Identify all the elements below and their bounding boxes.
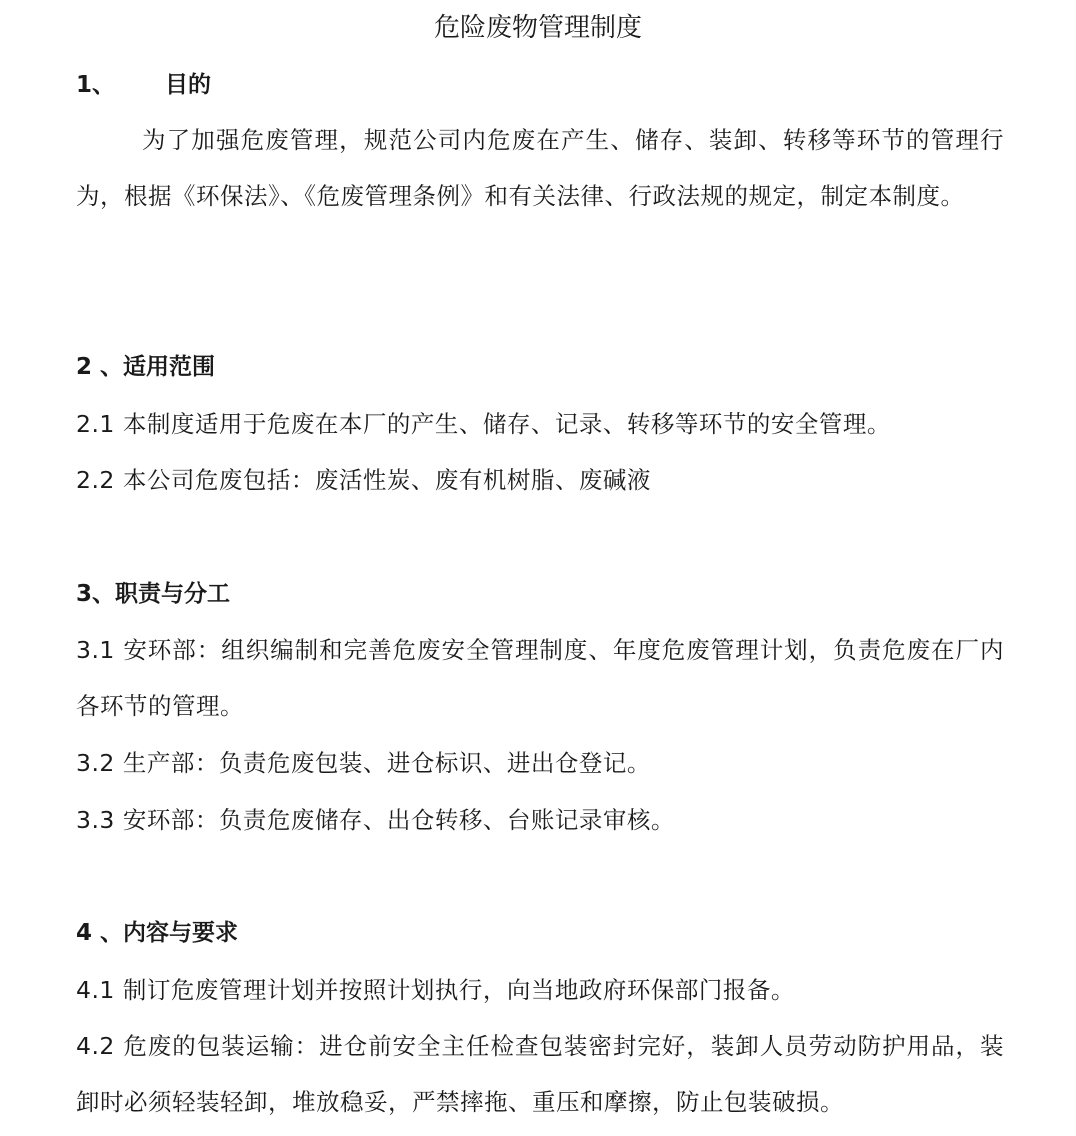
section-3-item-3: 3.3 安环部：负责危废储存、出仓转移、台账记录审核。 — [76, 806, 675, 834]
section-4-heading: 4 、内容与要求 — [76, 920, 239, 946]
section-1-paragraph: 为了加强危废管理，规范公司内危废在产生、储存、装卸、转移等环节的管理行为，根据《环保法》、《危废管理条例》和有关法律、行政法规的规定，制定本制度。 — [76, 126, 1004, 210]
section-4-item-1: 4.1 制订危废管理计划并按照计划执行，向当地政府环保部门报备。 — [76, 976, 795, 1004]
section-3-heading: 3、职责与分工 — [76, 581, 231, 607]
section-2-heading: 2 、适用范围 — [76, 354, 216, 380]
document-title: 危险废物管理制度 — [433, 13, 642, 43]
section-1-number: 1、 — [76, 72, 116, 98]
section-4-item-2: 4.2 危废的包装运输：进仓前安全主任检查包装密封完好，装卸人员劳动防护用品，装卸时必须轻装轻卸，堆放稳妥，严禁摔拖、重压和摩擦，防止包装破损。 — [76, 1032, 1004, 1116]
section-2-item-1: 2.1 本制度适用于危废在本厂的产生、储存、记录、转移等环节的安全管理。 — [76, 410, 891, 438]
section-2-item-2: 2.2 本公司危废包括：废活性炭、废有机树脂、废碱液 — [76, 466, 651, 494]
section-1-heading — [76, 70, 211, 100]
section-3-item-1: 3.1 安环部：组织编制和完善危废安全管理制度、年度危废管理计划，负责危废在厂内各环节的管理。 — [76, 636, 1004, 720]
section-3-item-2: 3.2 生产部：负责危废包装、进仓标识、进出仓登记。 — [76, 749, 651, 777]
section-1-title: 目的 — [165, 72, 212, 98]
